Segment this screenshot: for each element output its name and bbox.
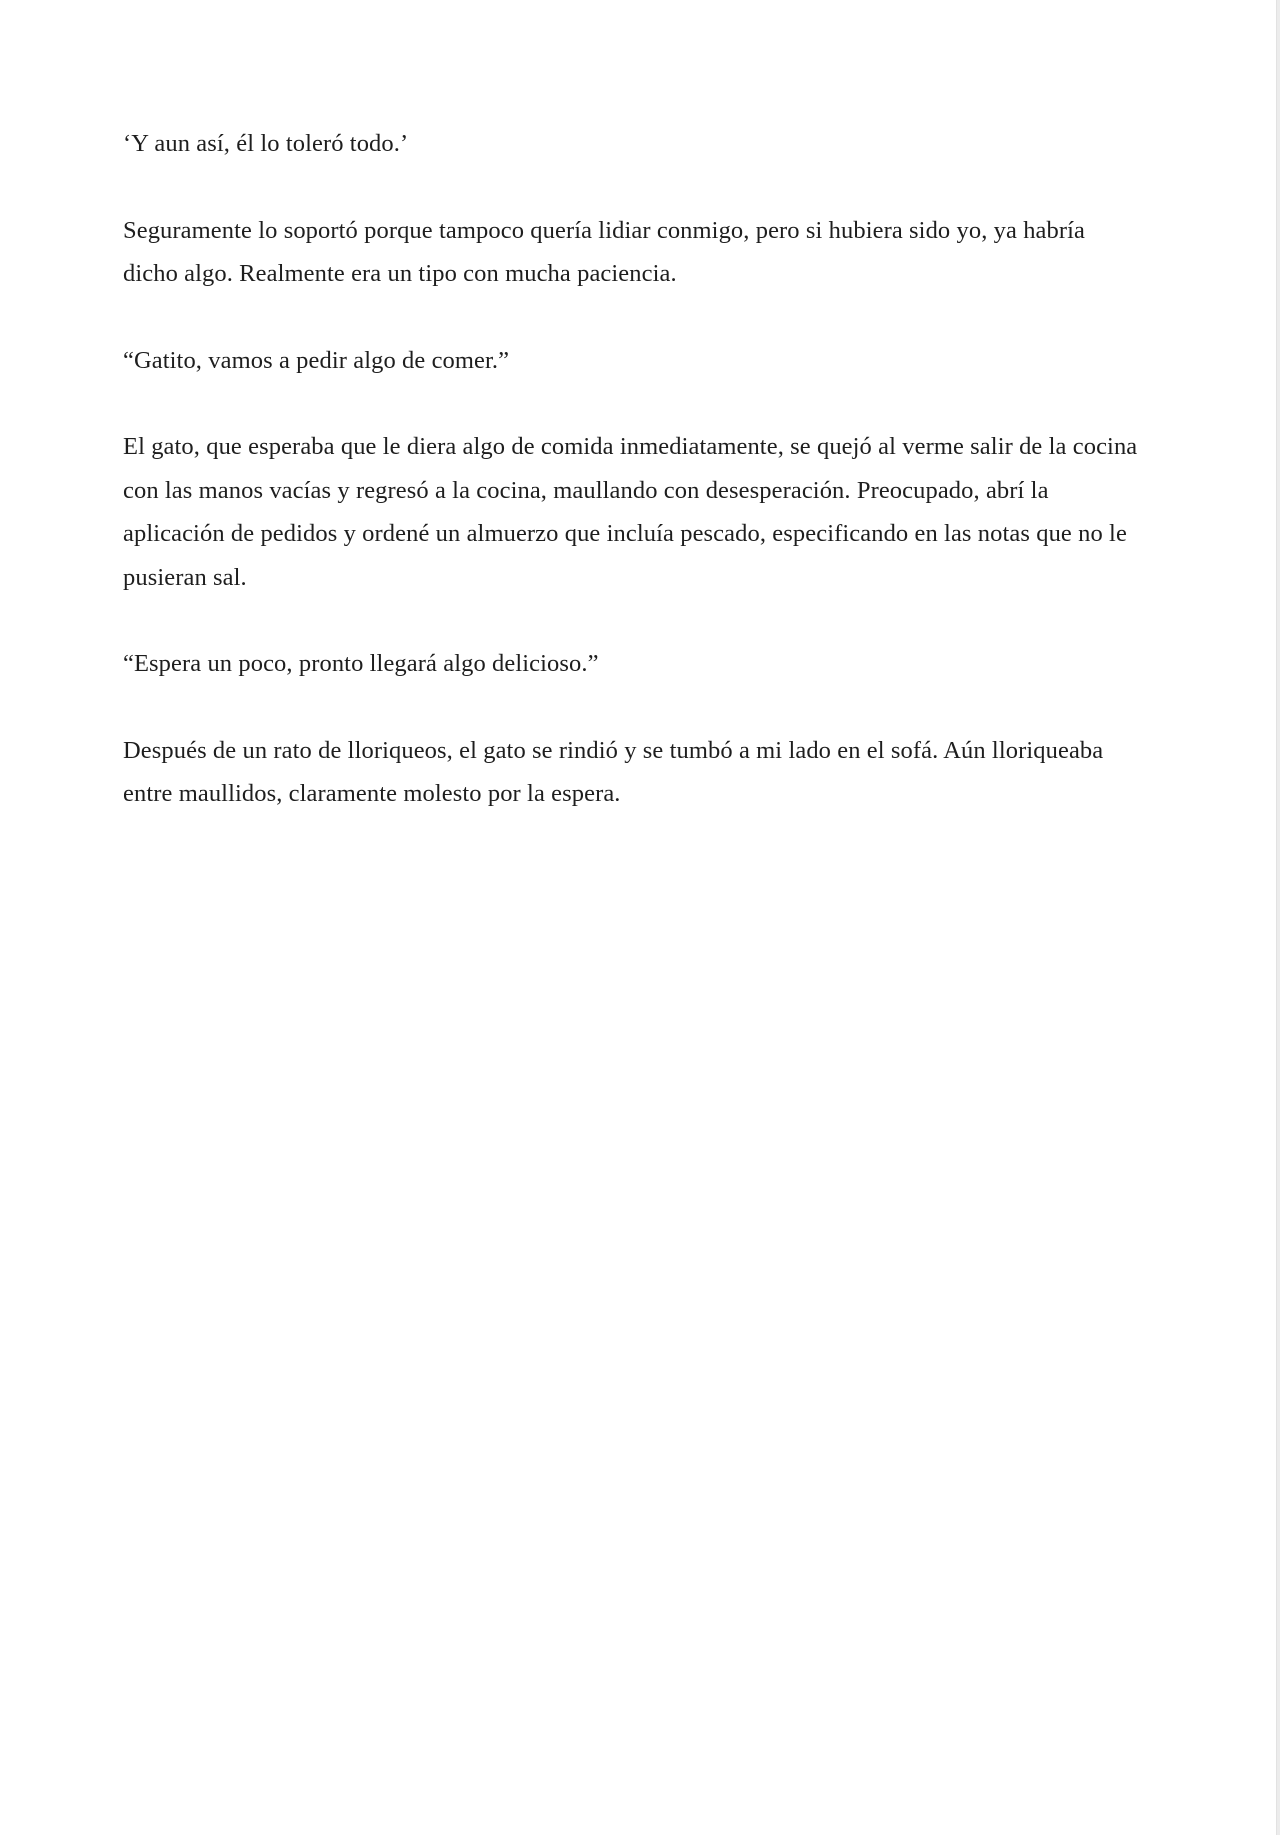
paragraph-patience: Seguramente lo soportó porque tampoco quería lidiar conmigo, pero si hubiera sido yo, ya habría dicho algo. Realmente era un tipo con mucha paciencia. [123,216,1086,287]
paragraph-quote-tolerated: ‘Y aun así, él lo toleró todo.’ [123,130,409,157]
paragraph-cat-complains: El gato, que esperaba que le diera algo de comida inmediatamente, se quejó al verme salir de la cocina con las manos vacías y regresó a la cocina, maullando con desesperación. Preocupado, abrí la aplicación de pedidos y ordené un almuerzo que incluía pescado, especificando en las notas que no le pusieran sal. [123,433,1138,591]
paragraph-dialogue-order-food: “Gatito, vamos a pedir algo de comer.” [123,346,510,374]
paragraph-cat-gives-up: Después de un rato de lloriqueos, el gato se rindió y se tumbó a mi lado en el sofá. Aún lloriqueaba entre maullidos, claramente molesto por la espera. [123,736,1104,807]
paragraph-dialogue-wait: “Espera un poco, pronto llegará algo delicioso.” [123,650,599,677]
page-edge-divider [1276,0,1280,1835]
document-body [123,122,1143,859]
